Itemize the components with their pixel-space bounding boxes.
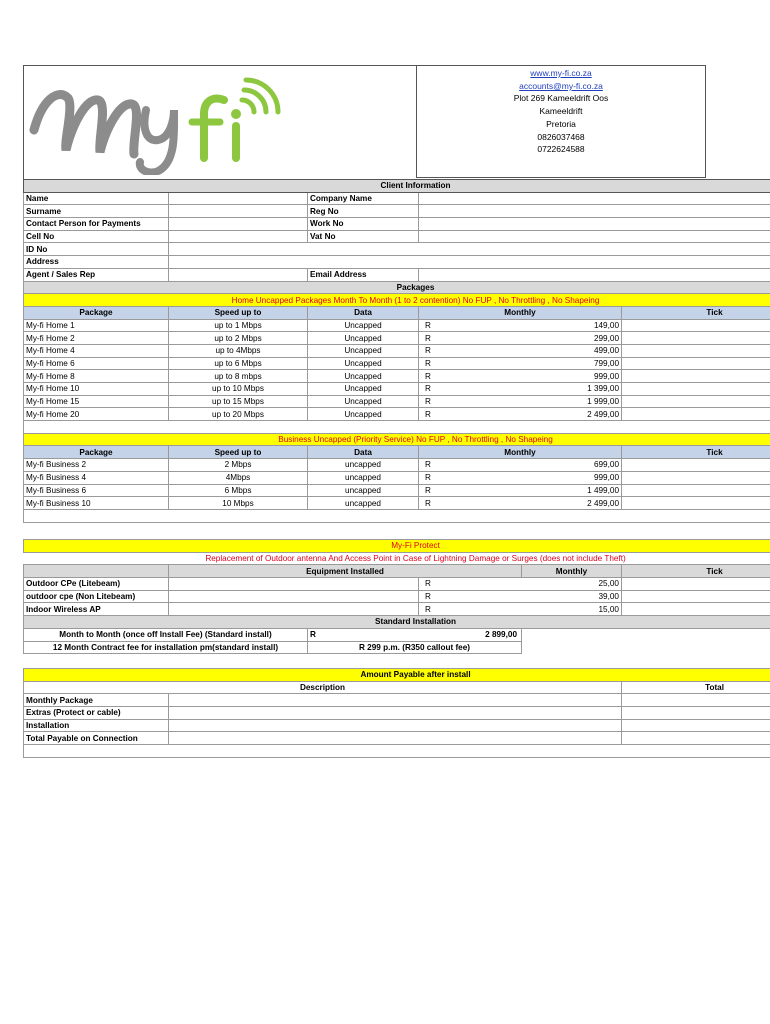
- package-currency: R: [419, 471, 522, 484]
- home-header-data: Data: [308, 306, 419, 319]
- package-tick-box[interactable]: [622, 344, 770, 357]
- equipment-price: 25,00: [522, 578, 622, 591]
- spacer-cell: [24, 745, 770, 758]
- equipment-currency: R: [419, 578, 522, 591]
- package-speed: 10 Mbps: [169, 497, 308, 510]
- payable-total-field[interactable]: [622, 694, 770, 707]
- package-currency: R: [419, 395, 522, 408]
- client-packages-table: [23, 179, 770, 523]
- equipment-blank: [169, 578, 419, 591]
- surname-field[interactable]: [169, 205, 308, 218]
- package-speed: 4Mbps: [169, 471, 308, 484]
- table-row: [24, 357, 770, 370]
- package-speed: up to 6 Mbps: [169, 357, 308, 370]
- email-link[interactable]: accounts@my-fi.co.za: [519, 80, 603, 91]
- package-speed: up to 4Mbps: [169, 344, 308, 357]
- package-tick-box[interactable]: [622, 459, 770, 472]
- agent-field[interactable]: [169, 268, 308, 281]
- equipment-blank: [169, 603, 419, 616]
- package-name: My-fi Home 6: [24, 357, 169, 370]
- package-data: Uncapped: [308, 370, 419, 383]
- table-row: [24, 332, 770, 345]
- package-tick-box[interactable]: [622, 383, 770, 396]
- home-banner: Home Uncapped Packages Month To Month (1 to 2 contention) No FUP , No Throttling , No Shapeing: [24, 294, 770, 307]
- payable-description-field[interactable]: [169, 707, 622, 720]
- package-price: 999,00: [522, 471, 622, 484]
- package-data: Uncapped: [308, 344, 419, 357]
- table-row: [24, 408, 770, 421]
- label-agent: Agent / Sales Rep: [24, 268, 169, 281]
- company-name-field[interactable]: [419, 192, 770, 205]
- package-name: My-fi Home 2: [24, 332, 169, 345]
- package-speed: up to 20 Mbps: [169, 408, 308, 421]
- package-currency: R: [419, 370, 522, 383]
- package-currency: R: [419, 484, 522, 497]
- table-row: [24, 471, 770, 484]
- protect-subtitle: Replacement of Outdoor antenna And Access Point in Case of Lightning Damage or Surges (does not include Theft): [205, 554, 626, 564]
- logo-area: [23, 65, 417, 180]
- protect-header-blank: [24, 565, 169, 578]
- business-header-monthly: Monthly: [419, 446, 622, 459]
- package-speed: up to 15 Mbps: [169, 395, 308, 408]
- address-line-1: Plot 269 Kameeldrift Oos: [513, 93, 609, 104]
- spacer-row: [24, 421, 770, 434]
- email-address-field[interactable]: [419, 268, 770, 281]
- table-row: [24, 732, 770, 745]
- install-row-amount: 2 899,00: [485, 630, 517, 640]
- equipment-tick-box[interactable]: [622, 590, 770, 603]
- package-name: My-fi Home 10: [24, 383, 169, 396]
- package-tick-box[interactable]: [622, 471, 770, 484]
- payable-description-field[interactable]: [169, 719, 622, 732]
- package-speed: up to 1 Mbps: [169, 319, 308, 332]
- package-speed: up to 8 mbps: [169, 370, 308, 383]
- payable-label: Monthly Package: [24, 694, 169, 707]
- protect-header-tick: Tick: [622, 565, 770, 578]
- package-data: Uncapped: [308, 357, 419, 370]
- table-row: [24, 319, 770, 332]
- package-tick-box[interactable]: [622, 332, 770, 345]
- website-link[interactable]: www.my-fi.co.za: [530, 68, 592, 78]
- packages-title: Packages: [24, 281, 770, 294]
- business-header-speed: Speed up to: [169, 446, 308, 459]
- equipment-tick-box[interactable]: [622, 578, 770, 591]
- package-data: uncapped: [308, 484, 419, 497]
- table-row: [24, 344, 770, 357]
- business-header-data: Data: [308, 446, 419, 459]
- package-tick-box[interactable]: [622, 484, 770, 497]
- package-data: Uncapped: [308, 332, 419, 345]
- package-data: uncapped: [308, 471, 419, 484]
- table-row: [24, 707, 770, 720]
- label-id-no: ID No: [24, 243, 169, 256]
- package-data: Uncapped: [308, 408, 419, 421]
- payable-header-total: Total: [622, 681, 770, 694]
- package-data: uncapped: [308, 459, 419, 472]
- phone-2: 0722624588: [537, 144, 585, 155]
- package-speed: up to 2 Mbps: [169, 332, 308, 345]
- label-company-name: Company Name: [308, 192, 419, 205]
- protect-header-equipment: Equipment Installed: [169, 565, 522, 578]
- payable-description-field[interactable]: [169, 732, 622, 745]
- table-row: [24, 484, 770, 497]
- package-currency: R: [419, 344, 522, 357]
- payable-total-field[interactable]: [622, 732, 770, 745]
- package-price: 2 499,00: [522, 497, 622, 510]
- install-row-price: [308, 628, 522, 641]
- protect-title: My-Fi Protect: [24, 540, 770, 553]
- package-speed: 2 Mbps: [169, 459, 308, 472]
- package-price: 1 999,00: [522, 395, 622, 408]
- vat-no-field[interactable]: [419, 230, 770, 243]
- package-data: Uncapped: [308, 383, 419, 396]
- equipment-price: 15,00: [522, 603, 622, 616]
- package-price: 1 399,00: [522, 383, 622, 396]
- myfi-logo: [28, 70, 288, 175]
- table-row: [24, 590, 770, 603]
- table-row: [24, 497, 770, 510]
- package-currency: R: [419, 459, 522, 472]
- equipment-name: Outdoor CPe (Litebeam): [24, 578, 169, 591]
- address-line-2: Kameeldrift: [539, 106, 583, 117]
- label-address: Address: [24, 256, 169, 269]
- package-tick-box[interactable]: [622, 408, 770, 421]
- home-header-package: Package: [24, 306, 169, 319]
- package-currency: R: [419, 497, 522, 510]
- table-row: [24, 383, 770, 396]
- install-row-blank: [522, 628, 770, 641]
- table-row: [24, 694, 770, 707]
- work-no-field[interactable]: [419, 218, 770, 231]
- label-surname: Surname: [24, 205, 169, 218]
- install-title: Standard Installation: [24, 616, 770, 629]
- spacer-row: [24, 509, 770, 522]
- table-row: [24, 459, 770, 472]
- payable-header-description: Description: [24, 681, 622, 694]
- phone-1: 0826037468: [537, 131, 585, 142]
- install-contract-label: 12 Month Contract fee for installation pm(standard install): [24, 641, 308, 654]
- home-header-tick: Tick: [622, 306, 770, 319]
- equipment-price: 39,00: [522, 590, 622, 603]
- package-price: 499,00: [522, 344, 622, 357]
- package-name: My-fi Business 2: [24, 459, 169, 472]
- spacer-row: [24, 745, 770, 758]
- package-name: My-fi Home 15: [24, 395, 169, 408]
- package-currency: R: [419, 332, 522, 345]
- payable-label: Installation: [24, 719, 169, 732]
- install-row-label: Month to Month (once off Install Fee) (Standard install): [24, 628, 308, 641]
- address-field[interactable]: [169, 256, 770, 269]
- protect-header-monthly: Monthly: [522, 565, 622, 578]
- payable-label: Total Payable on Connection: [24, 732, 169, 745]
- contact-person-field[interactable]: [169, 218, 308, 231]
- table-row: [24, 578, 770, 591]
- label-work-no: Work No: [308, 218, 419, 231]
- package-currency: R: [419, 408, 522, 421]
- package-currency: R: [419, 383, 522, 396]
- package-price: 799,00: [522, 357, 622, 370]
- address-line-3: Pretoria: [546, 118, 576, 129]
- reg-no-field[interactable]: [419, 205, 770, 218]
- business-header-package: Package: [24, 446, 169, 459]
- package-price: 2 499,00: [522, 408, 622, 421]
- install-row-currency: R: [310, 630, 316, 640]
- label-name: Name: [24, 192, 169, 205]
- package-name: My-fi Home 4: [24, 344, 169, 357]
- table-row: [24, 719, 770, 732]
- payable-total-field[interactable]: [622, 707, 770, 720]
- package-name: My-fi Home 8: [24, 370, 169, 383]
- label-cell-no: Cell No: [24, 230, 169, 243]
- equipment-currency: R: [419, 590, 522, 603]
- package-name: My-fi Business 10: [24, 497, 169, 510]
- package-price: 999,00: [522, 370, 622, 383]
- payable-description-field[interactable]: [169, 694, 622, 707]
- label-email-address: Email Address: [308, 268, 419, 281]
- package-tick-box[interactable]: [622, 319, 770, 332]
- label-contact-person: Contact Person for Payments: [24, 218, 169, 231]
- install-contract-value: R 299 p.m. (R350 callout fee): [308, 641, 522, 654]
- equipment-currency: R: [419, 603, 522, 616]
- package-data: uncapped: [308, 497, 419, 510]
- contact-block: [416, 65, 706, 178]
- name-field[interactable]: [169, 192, 308, 205]
- protect-table: [23, 539, 770, 654]
- package-price: 299,00: [522, 332, 622, 345]
- package-currency: R: [419, 357, 522, 370]
- package-tick-box[interactable]: [622, 497, 770, 510]
- payable-table: [23, 668, 770, 758]
- equipment-tick-box[interactable]: [622, 603, 770, 616]
- table-row: [24, 370, 770, 383]
- package-tick-box[interactable]: [622, 357, 770, 370]
- label-vat-no: Vat No: [308, 230, 419, 243]
- package-currency: R: [419, 319, 522, 332]
- label-reg-no: Reg No: [308, 205, 419, 218]
- package-name: My-fi Business 4: [24, 471, 169, 484]
- install-contract-blank: [522, 641, 770, 654]
- package-price: 699,00: [522, 459, 622, 472]
- client-info-title: Client Information: [24, 180, 770, 193]
- package-tick-box[interactable]: [622, 370, 770, 383]
- business-banner: Business Uncapped (Priority Service) No FUP , No Throttling , No Shapeing: [24, 433, 770, 446]
- business-header-tick: Tick: [622, 446, 770, 459]
- home-header-speed: Speed up to: [169, 306, 308, 319]
- equipment-name: outdoor cpe (Non Litebeam): [24, 590, 169, 603]
- payable-total-field[interactable]: [622, 719, 770, 732]
- package-data: Uncapped: [308, 395, 419, 408]
- package-price: 149,00: [522, 319, 622, 332]
- package-data: Uncapped: [308, 319, 419, 332]
- package-name: My-fi Home 20: [24, 408, 169, 421]
- package-speed: up to 10 Mbps: [169, 383, 308, 396]
- package-name: My-fi Home 1: [24, 319, 169, 332]
- id-no-field[interactable]: [169, 243, 770, 256]
- payable-label: Extras (Protect or cable): [24, 707, 169, 720]
- table-row: [24, 395, 770, 408]
- package-tick-box[interactable]: [622, 395, 770, 408]
- home-header-monthly: Monthly: [419, 306, 622, 319]
- equipment-blank: [169, 590, 419, 603]
- package-name: My-fi Business 6: [24, 484, 169, 497]
- package-speed: 6 Mbps: [169, 484, 308, 497]
- payable-title: Amount Payable after install: [24, 669, 770, 682]
- cell-no-field[interactable]: [169, 230, 308, 243]
- table-row: [24, 603, 770, 616]
- package-price: 1 499,00: [522, 484, 622, 497]
- equipment-name: Indoor Wireless AP: [24, 603, 169, 616]
